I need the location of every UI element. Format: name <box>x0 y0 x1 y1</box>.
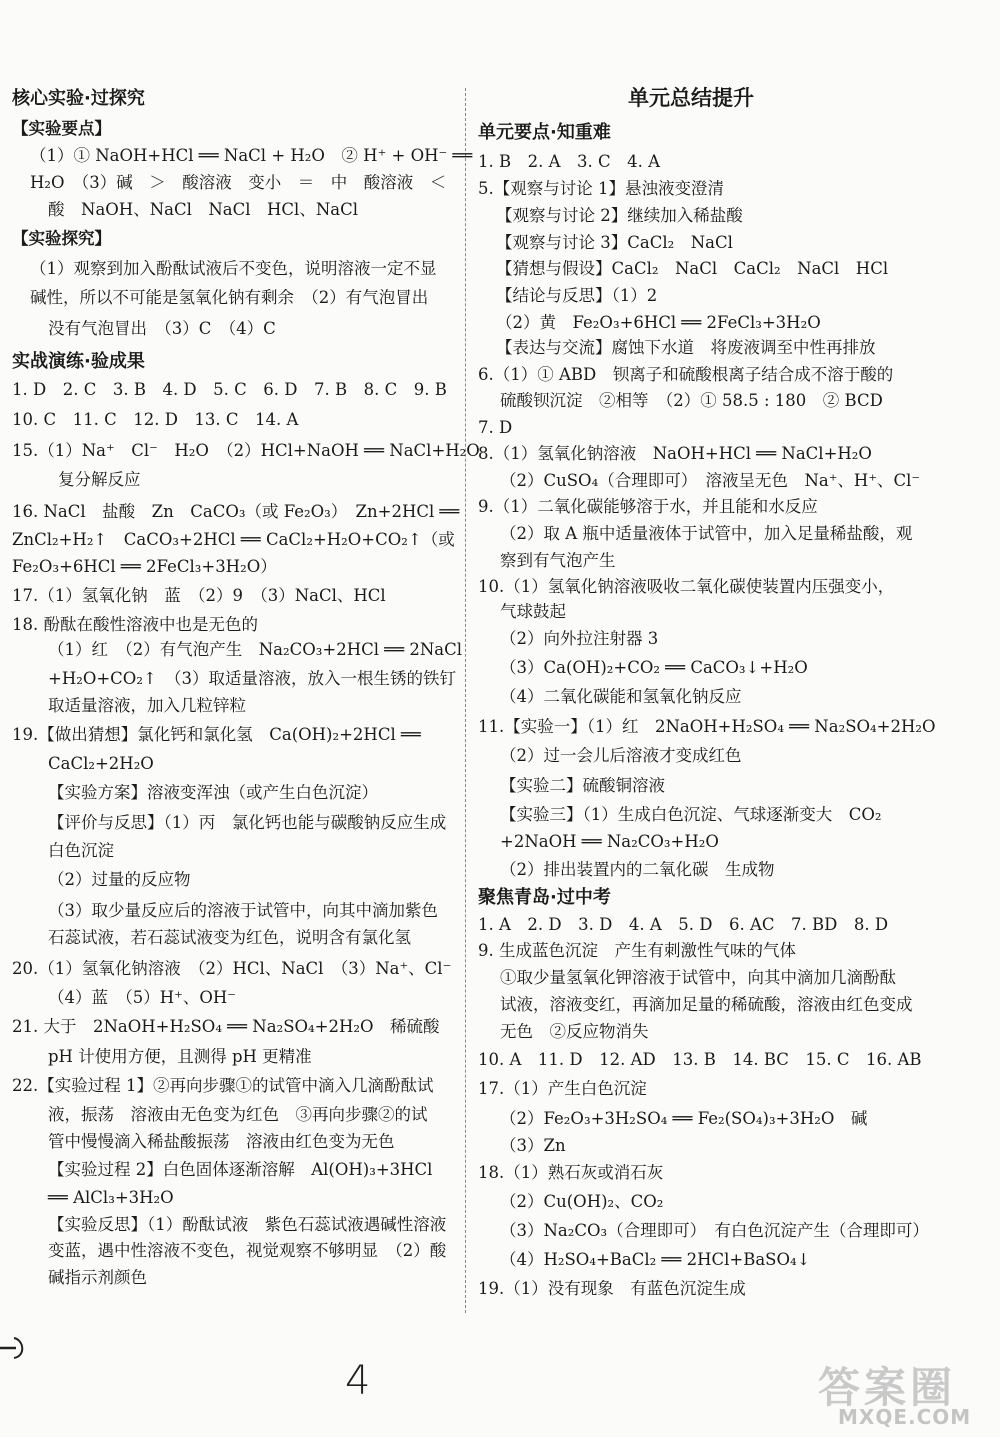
answer-line: （2）向外拉注射器 3 <box>500 629 659 648</box>
answer-line: （3）取少量反应后的溶液于试管中，向其中滴加紫色 <box>48 901 438 920</box>
answer-line: 无色 ②反应物消失 <box>500 1022 649 1041</box>
answer-line: 6.（1）① ABD 钡离子和硫酸根离子结合成不溶于酸的 <box>478 365 894 384</box>
subheading-exploration: 【实验探究】 <box>12 229 111 248</box>
answer-line: 取适量溶液，加入几粒锌粒 <box>48 696 246 715</box>
answer-line: 察到有气泡产生 <box>500 551 616 570</box>
page-number: 4 <box>345 1358 371 1404</box>
answer-line: 19.（1）没有现象 有蓝色沉淀生成 <box>478 1279 746 1298</box>
answer-line: （1）红 （2）有气泡产生 Na₂CO₃+2HCl ══ 2NaCl <box>48 640 463 659</box>
answer-line: ══ AlCl₃+3H₂O <box>48 1188 174 1207</box>
answer-line: （3）Ca(OH)₂+CO₂ ══ CaCO₃↓+H₂O <box>500 658 808 677</box>
answer-line: （3）Zn <box>500 1136 566 1155</box>
answer-line: 石蕊试液，若石蕊试液变为红色，说明含有氯化氢 <box>48 928 411 947</box>
answer-line: 10. A 11. D 12. AD 13. B 14. BC 15. C 16. AB <box>478 1050 922 1069</box>
answer-line: 1. B 2. A 3. C 4. A <box>478 152 661 171</box>
answer-line: 10. C 11. C 12. D 13. C 14. A <box>12 410 299 429</box>
answer-line: 碱性，所以不可能是氢氧化钠有剩余 （2）有气泡冒出 <box>30 288 429 307</box>
answer-line: 9. 生成蓝色沉淀 产生有刺激性气味的气体 <box>478 941 796 960</box>
answer-line: 【实验二】硫酸铜溶液 <box>500 776 665 795</box>
section-title-core-experiment: 核心实验·过探究 <box>12 88 145 109</box>
subheading-key-points: 【实验要点】 <box>12 119 111 138</box>
answer-line: 1. D 2. C 3. B 4. D 5. C 6. D 7. B 8. C 9. B <box>12 380 447 399</box>
answer-line: 【结论与反思】（1）2 <box>496 286 658 305</box>
answer-line: 液，振荡 溶液由无色变为红色 ③再向步骤②的试 <box>48 1105 428 1124</box>
watermark-logo: 答案圈 <box>818 1363 957 1412</box>
answer-line: 15.（1）Na⁺ Cl⁻ H₂O （2）HCl+NaOH ══ NaCl+H₂O <box>12 441 480 460</box>
answer-line: 【实验反思】（1）酚酞试液 紫色石蕊试液遇碱性溶液 <box>48 1215 447 1234</box>
answer-line: 【观察与讨论 2】继续加入稀盐酸 <box>496 206 743 225</box>
answer-line: ①取少量氢氧化钾溶液于试管中，向其中滴加几滴酚酞 <box>500 968 896 987</box>
answer-line: （4）H₂SO₄+BaCl₂ ══ 2HCl+BaSO₄↓ <box>500 1250 811 1269</box>
answer-line: 硫酸钡沉淀 ②相等 （2）① 58.5 : 180 ② BCD <box>500 391 883 410</box>
answer-line: 18. 酚酞在酸性溶液中也是无色的 <box>12 615 258 634</box>
answer-line: 21. 大于 2NaOH+H₂SO₄ ══ Na₂SO₄+2H₂O 稀硫酸 <box>12 1017 440 1036</box>
watermark-url: MXQE.COM <box>838 1405 972 1429</box>
section-title-practice: 实战演练·验成果 <box>12 351 145 372</box>
answer-line: 【猜想与假设】CaCl₂ NaCl CaCl₂ NaCl HCl <box>496 259 889 278</box>
answer-line: Fe₂O₃+6HCl ══ 2FeCl₃+3H₂O） <box>12 557 277 576</box>
answer-line: 17.（1）氢氧化钠 蓝 （2）9 （3）NaCl、HCl <box>12 586 386 605</box>
answer-line: +2NaOH ══ Na₂CO₃+H₂O <box>500 832 719 851</box>
answer-line: H₂O （3）碱 ＞ 酸溶液 变小 ＝ 中 酸溶液 ＜ <box>30 173 447 192</box>
answer-line: 20.（1）氢氧化钠溶液 （2）HCl、NaCl （3）Na⁺、Cl⁻ <box>12 959 452 978</box>
answer-line: 气球鼓起 <box>500 602 566 621</box>
answer-line: （2）取 A 瓶中适量液体于试管中，加入足量稀盐酸，观 <box>500 524 913 543</box>
answer-line: +H₂O+CO₂↑ （3）取适量溶液，放入一根生锈的铁钉 <box>48 669 457 688</box>
answer-line: （3）Na₂CO₃（合理即可） 有白色沉淀产生（合理即可） <box>500 1221 929 1240</box>
answer-line: 【实验方案】溶液变浑浊（或产生白色沉淀） <box>48 783 378 802</box>
answer-line: ZnCl₂+H₂↑ CaCO₃+2HCl ══ CaCl₂+H₂O+CO₂↑（或 <box>12 530 455 549</box>
answer-line: （2）Cu(OH)₂、CO₂ <box>500 1192 664 1211</box>
answer-line: 【评价与反思】（1）丙 氯化钙也能与碳酸钠反应生成 <box>48 813 447 832</box>
answer-line: 9.（1）二氧化碳能够溶于水，并且能和水反应 <box>478 497 818 516</box>
column-divider <box>465 88 466 1313</box>
answer-line: 16. NaCl 盐酸 Zn CaCO₃（或 Fe₂O₃） Zn+2HCl ══ <box>12 502 460 521</box>
answer-line: CaCl₂+2H₂O <box>48 754 154 773</box>
answer-line: 白色沉淀 <box>48 841 114 860</box>
answer-line: 11.【实验一】（1）红 2NaOH+H₂SO₄ ══ Na₂SO₄+2H₂O <box>478 717 936 736</box>
answer-line: 18.（1）熟石灰或消石灰 <box>478 1163 664 1182</box>
answer-line: 管中慢慢滴入稀盐酸振荡 溶液由红色变为无色 <box>48 1132 395 1151</box>
answer-line: （2）黄 Fe₂O₃+6HCl ══ 2FeCl₃+3H₂O <box>496 313 821 332</box>
answer-line: 没有气泡冒出 （3）C （4）C <box>48 319 276 338</box>
page-title: 单元总结提升 <box>628 86 754 110</box>
answer-line: 5.【观察与讨论 1】悬浊液变澄清 <box>478 179 724 198</box>
answer-line: 复分解反应 <box>58 470 141 489</box>
section-title-qingdao: 聚焦青岛·过中考 <box>478 887 611 908</box>
answer-line: （2）排出装置内的二氧化碳 生成物 <box>500 860 775 879</box>
answer-line: 变蓝，遇中性溶液不变色，视觉观察不够明显 （2）酸 <box>48 1241 447 1260</box>
answer-line: 7. D <box>478 418 513 437</box>
section-title-unit-points: 单元要点·知重难 <box>478 122 611 143</box>
answer-line: （2）过一会儿后溶液才变成红色 <box>500 746 742 765</box>
answer-line: （2）过量的反应物 <box>48 870 191 889</box>
page-corner-mark <box>0 1334 30 1362</box>
answer-line: 19.【做出猜想】氯化钙和氯化氢 Ca(OH)₂+2HCl ══ <box>12 725 421 744</box>
answer-line: （2）Fe₂O₃+3H₂SO₄ ══ Fe₂(SO₄)₃+3H₂O 碱 <box>500 1109 868 1128</box>
answer-line: （2）CuSO₄（合理即可） 溶液呈无色 Na⁺、H⁺、Cl⁻ <box>500 471 921 490</box>
answer-line: 试液，溶液变红，再滴加足量的稀硫酸，溶液由红色变成 <box>500 995 913 1014</box>
answer-line: （4）二氧化碳能和氢氧化钠反应 <box>500 687 742 706</box>
answer-line: （1）① NaOH+HCl ══ NaCl + H₂O ② H⁺ + OH⁻ ══ <box>30 146 473 165</box>
answer-line: 17.（1）产生白色沉淀 <box>478 1079 647 1098</box>
watermark <box>790 1355 990 1433</box>
answer-line: 【实验三】（1）生成白色沉淀、气球逐渐变大 CO₂ <box>500 805 882 824</box>
answer-line: 酸 NaOH、NaCl NaCl HCl、NaCl <box>48 200 359 219</box>
answer-line: 【观察与讨论 3】CaCl₂ NaCl <box>496 233 733 252</box>
answer-line: 【实验过程 2】白色固体逐渐溶解 Al(OH)₃+3HCl <box>48 1160 433 1179</box>
answer-line: 22.【实验过程 1】②再向步骤①的试管中滴入几滴酚酞试 <box>12 1076 434 1095</box>
answer-line: 【表达与交流】腐蚀下水道 将废液调至中性再排放 <box>496 338 876 357</box>
answer-line: 10.（1）氢氧化钠溶液吸收二氧化碳使装置内压强变小， <box>478 577 895 596</box>
answer-line: （1）观察到加入酚酞试液后不变色，说明溶液一定不显 <box>30 259 437 278</box>
answer-line: 8.（1）氢氧化钠溶液 NaOH+HCl ══ NaCl+H₂O <box>478 444 872 463</box>
answer-line: 1. A 2. D 3. D 4. A 5. D 6. AC 7. BD 8. D <box>478 915 889 934</box>
answer-line: 碱指示剂颜色 <box>48 1268 147 1287</box>
answer-line: pH 计使用方便，且测得 pH 更精准 <box>48 1047 312 1066</box>
answer-line: （4）蓝 （5）H⁺、OH⁻ <box>48 988 236 1007</box>
